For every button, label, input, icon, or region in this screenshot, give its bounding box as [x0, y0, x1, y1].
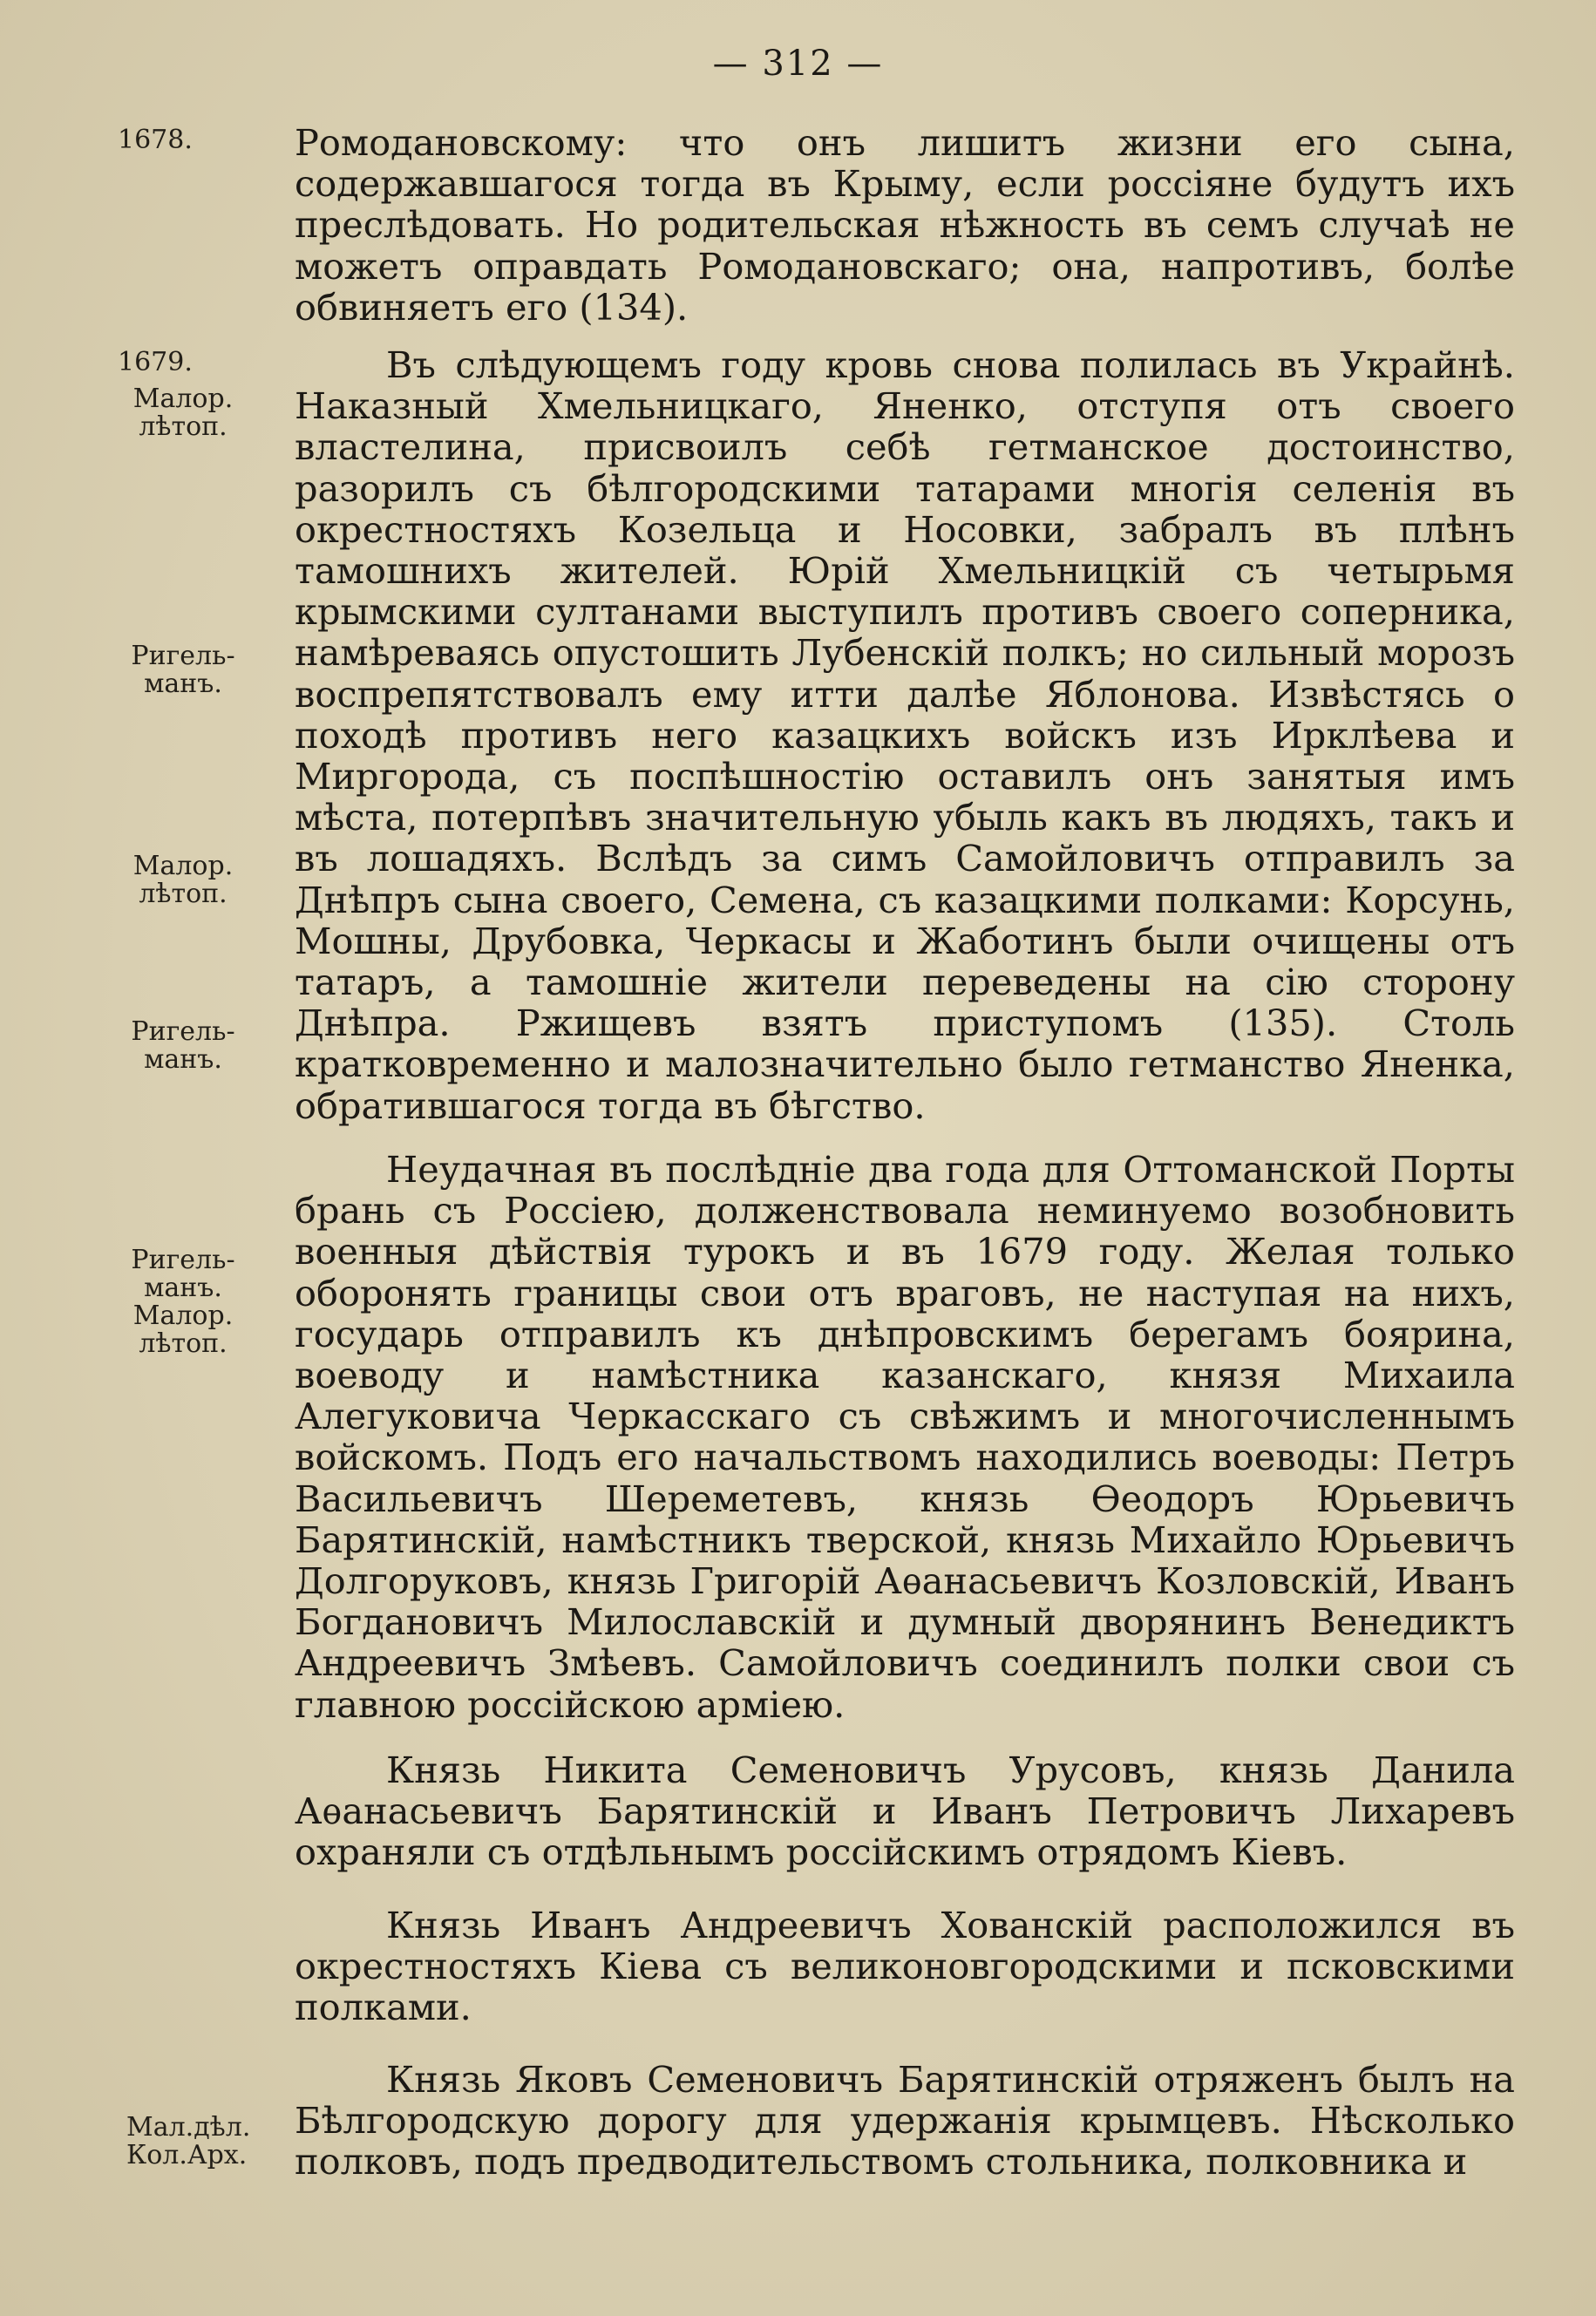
margin-note-year-1678: 1678. — [118, 125, 193, 155]
paragraph: Ромодановскому: что онъ лишитъ жизни его сына, содержавшагося тогда въ Крыму, если россіяне будутъ ихъ преслѣдовать. Но родительская нѣжность въ семъ случаѣ не можетъ оправдать Ромодановскаго; она, напротивъ, болѣе обвиняетъ его (134). — [295, 121, 1515, 329]
margin-note-source: Ригель- манъ. — [131, 641, 235, 699]
margin-note-source: Ригель- манъ. Малор. лѣтоп. — [131, 1245, 235, 1359]
margin-note-source: Малор. лѣтоп. — [132, 851, 234, 909]
margin-note-source: Мал.дѣл. Кол.Арх. — [126, 2112, 251, 2170]
margin-note-source: Ригель- манъ. — [131, 1016, 235, 1075]
paragraph: Князь Никита Семеновичъ Урусовъ, князь Данила Аѳанасьевичъ Барятинскій и Иванъ Петровичъ Лихаревъ охраняли съ отдѣльнымъ россійскимъ отрядомъ Кіевъ. — [295, 1749, 1515, 1874]
paragraph: Неудачная въ послѣдніе два года для Оттоманской Порты брань съ Россіею, долженствовала неминуемо возобновить военныя дѣйствія турокъ и въ 1679 году. Желая только оборонять границы свои отъ враговъ, не наступая на нихъ, государь отправилъ къ днѣпровскимъ берегамъ боярина, воеводу и намѣстника казанскаго, князя Михаила Алегуковича Черкасскаго съ свѣжимъ и многочисленнымъ войскомъ. Подъ его начальствомъ находились воеводы: Петръ Васильевичъ Шереметевъ, князь Ѳеодоръ Юрьевичъ Барятинскій, намѣстникъ тверской, князь Михайло Юрьевичъ Долгоруковъ, князь Григорій Аѳанасьевичъ Козловскій, Иванъ Богдановичъ Милославскій и думный дворянинъ Венедиктъ Андреевичъ Змѣевъ. Самойловичъ соединилъ полки свои съ главною россійскою арміею. — [295, 1148, 1515, 1726]
paragraph: Князь Иванъ Андреевичъ Хованскій расположился въ окрестностяхъ Кіева съ великоновгородскими и псковскими полками. — [295, 1904, 1515, 2029]
page-number: — 312 — — [712, 44, 884, 84]
margin-note-year-1679: 1679. — [118, 347, 193, 377]
paragraph: Князь Яковъ Семеновичъ Барятинскій отряженъ былъ на Бѣлгородскую дорогу для удержанія крымцевъ. Нѣсколько полковъ, подъ предводительствомъ стольника, полковника и — [295, 2058, 1515, 2184]
paragraph: Въ слѣдующемъ году кровь снова полилась въ Украйнѣ. Наказный Хмельницкаго, Яненко, отступя отъ своего властелина, присвоилъ себѣ гетманское достоинство, разорилъ съ бѣлгородскими татарами многія селенія въ окрестностяхъ Козельца и Носовки, забралъ въ плѣнъ тамошнихъ жителей. Юрій Хмельницкій съ четырьмя крымскими султанами выступилъ противъ своего соперника, намѣреваясь опустошить Лубенскій полкъ; но сильный морозъ воспрепятствовалъ ему итти далѣе Яблонова. Извѣстясь о походѣ противъ него казацкихъ войскъ изъ Ирклѣева и Миргорода, съ поспѣшностію оставилъ онъ занятыя имъ мѣста, потерпѣвъ значительную убыль какъ въ людяхъ, такъ и въ лошадяхъ. Вслѣдъ за симъ Самойловичъ отправилъ за Днѣпръ сына своего, Семена, съ казацкими полками: Корсунь, Мошны, Друбовка, Черкасы и Жаботинъ были очищены отъ татаръ, а тамошніе жители переведены на сію сторону Днѣпра. Ржищевъ взятъ приступомъ (135). Столь кратковременно и малозначительно было гетманство Яненка, обратившагося тогда въ бѣгство. — [295, 343, 1515, 1127]
margin-note-source: Малор. лѣтоп. — [132, 384, 234, 442]
